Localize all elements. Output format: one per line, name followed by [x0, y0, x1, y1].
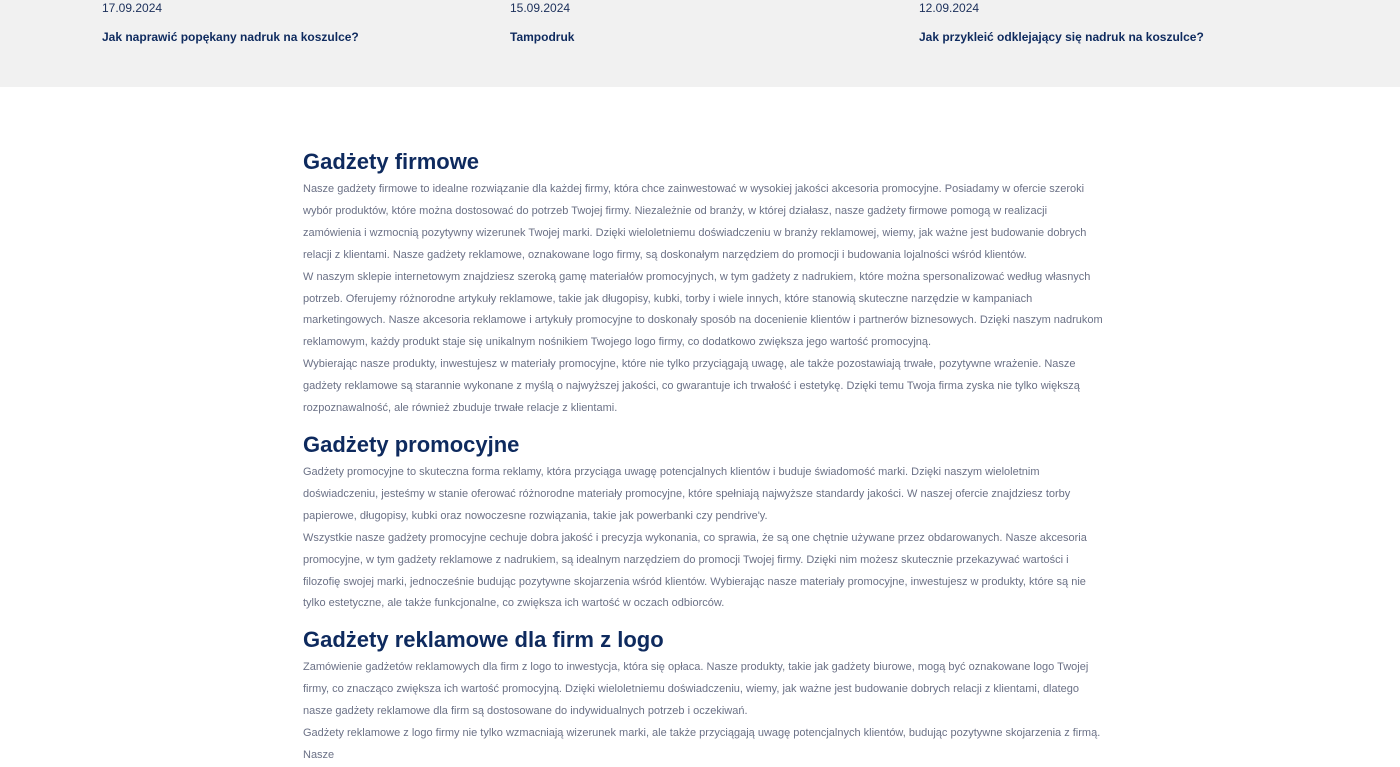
recent-posts-band	[0, 0, 1400, 87]
post-title-link[interactable]: Tampodruk	[510, 30, 575, 44]
section-paragraph: Wszystkie nasze gadżety promocyjne cechuje dobra jakość i precyzja wykonania, co sprawia, że są one chętnie używane przez obdarowanych. Nasze akcesoria promocyjne, w tym gadżety reklamowe z nadrukiem, są idealnym narzędziem do promocji Twojej firmy. Dzięki nim możesz skutecznie przekazywać wartości i filozofię swojej marki, jednocześnie budując pozytywne skojarzenia wśród klientów. Wybierając nasze materiały promocyjne, inwestujesz w produkty, które są nie tylko estetyczne, ale także funkcjonalne, co zwiększa ich wartość w oczach odbiorców.	[303, 531, 1087, 610]
section-paragraph: W naszym sklepie internetowym znajdziesz szeroką gamę materiałów promocyjnych, w tym gadżety z nadrukiem, które można spersonalizować według własnych potrzeb. Oferujemy różnorodne artykuły reklamowe, takie jak długopisy, kubki, torby i wiele innych, które stanowią skuteczne narzędzie w kampaniach marketingowych. Nasze akcesoria reklamowe i artykuły promocyjne to doskonały sposób na docenienie klientów i partnerów biznesowych. Dzięki naszym nadrukom reklamowym, każdy produkt staje się unikalnym nośnikiem Twojego logo firmy, co dodatkowo zwiększa jego wartość promocyjną.	[303, 270, 1103, 349]
content-section	[303, 148, 1103, 420]
post-title-link[interactable]: Jak naprawić popękany nadruk na koszulce?	[102, 30, 359, 44]
section-heading: Gadżety reklamowe dla firm z logo	[303, 627, 664, 652]
section-paragraph: Zamówienie gadżetów reklamowych dla firm z logo to inwestycja, która się opłaca. Nasze produkty, takie jak gadżety biurowe, mogą być oznakowane logo Twojej firmy, co znacząco zwiększa ich wartość promocyjną. Dzięki wieloletniemu doświadczeniu, wiemy, jak ważne jest budowanie dobrych relacji z klientami, dlatego nasze gadżety reklamowe dla firm są dostosowane do indywidualnych potrzeb i oczekiwań.	[303, 661, 1089, 717]
section-paragraph: Gadżety promocyjne to skuteczna forma reklamy, która przyciąga uwagę potencjalnych klientów i buduje świadomość marki. Dzięki naszym wieloletnim doświadczeniu, jesteśmy w stanie oferować różnorodne materiały promocyjne, które spełniają najwyższe standardy jakości. W naszej ofercie znajdziesz torby papierowe, długopisy, kubki oraz nowoczesne rozwiązania, takie jak powerbanki czy pendrive'y.	[303, 466, 1071, 522]
post-date: 15.09.2024	[510, 1, 571, 15]
post-title-link[interactable]: Jak przykleić odklejający się nadruk na koszulce?	[919, 30, 1204, 44]
section-paragraph: Gadżety reklamowe z logo firmy nie tylko wzmacniają wizerunek marki, ale także przyciągają uwagę potencjalnych klientów, budując pozytywne skojarzenia z firmą. Nasze	[303, 726, 1101, 761]
content-section	[303, 431, 1103, 615]
section-paragraph: Wybierając nasze produkty, inwestujesz w materiały promocyjne, które nie tylko przyciągają uwagę, ale także pozostawiają trwałe, pozytywne wrażenie. Nasze gadżety reklamowe są starannie wykonane z myślą o najwyższej jakości, co gwarantuje ich trwałość i estetykę. Dzięki temu Twoja firma zyska nie tylko większą rozpoznawalność, ale również zbuduje trwałe relacje z klientami.	[303, 358, 1080, 415]
post-date: 12.09.2024	[919, 1, 980, 15]
post-date: 17.09.2024	[102, 1, 163, 15]
section-heading: Gadżety promocyjne	[303, 432, 520, 457]
section-heading: Gadżety firmowe	[303, 149, 480, 174]
section-paragraph: Nasze gadżety firmowe to idealne rozwiązanie dla każdej firmy, która chce zainwestować w wysokiej jakości akcesoria promocyjne. Posiadamy w ofercie szeroki wybór produktów, które można dostosować do potrzeb Twojej firmy. Niezależnie od branży, w której działasz, nasze gadżety firmowe pomogą w realizacji zamówienia i wzmocnią pozytywny wizerunek Twojej marki. Dzięki wieloletniemu doświadczeniu w branży reklamowej, wiemy, jak ważne jest budowanie dobrych relacji z klientami. Nasze gadżety reklamowe, oznakowane logo firmy, są doskonałym narzędziem do promocji i budowania lojalności wśród klientów.	[303, 183, 1087, 261]
content-section	[303, 626, 1103, 767]
